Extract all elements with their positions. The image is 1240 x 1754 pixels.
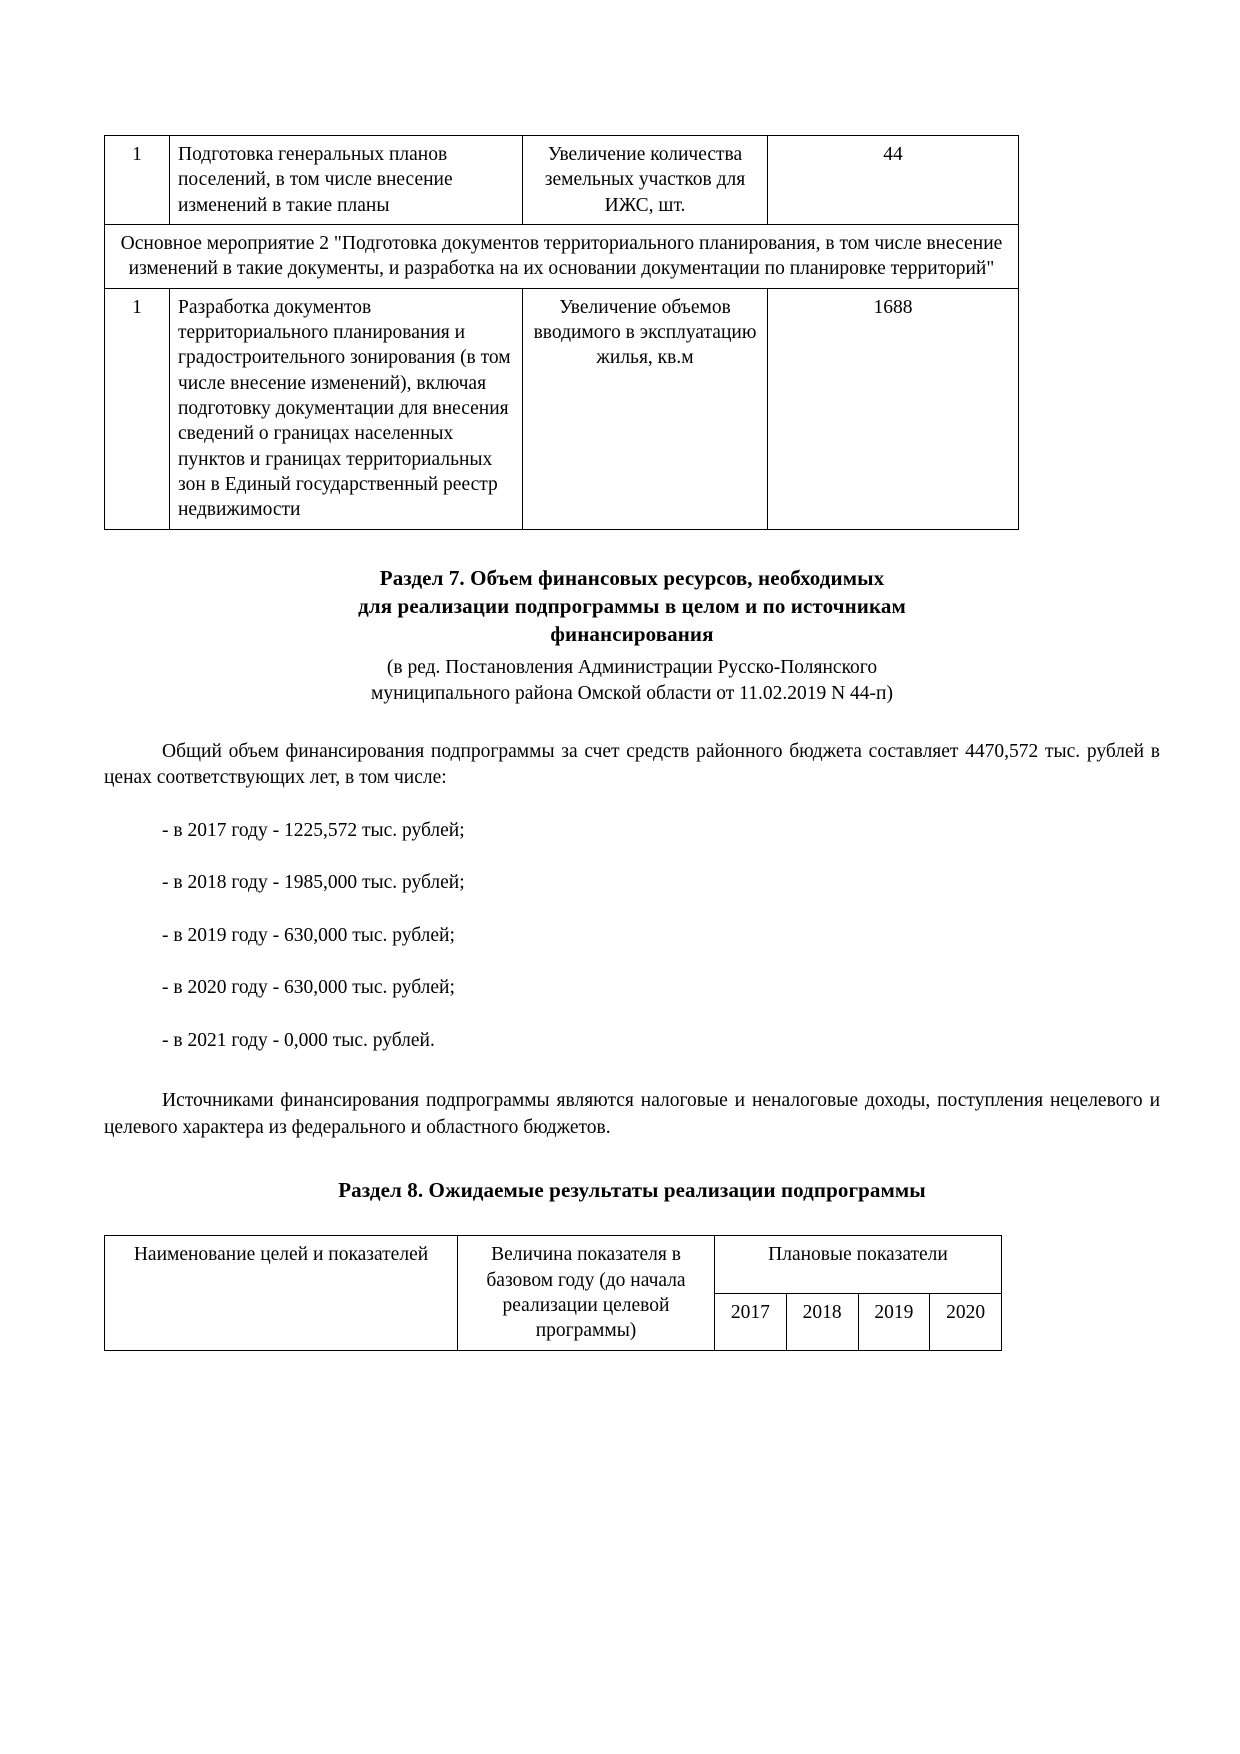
results-table: [104, 1235, 1002, 1350]
attribution-line-2: муниципального района Омской области от 11.02.2019 N 44-п): [371, 682, 893, 704]
section-7-heading: [104, 565, 1160, 649]
section-7-heading-line-1: Раздел 7. Объем финансовых ресурсов, необходимых: [379, 565, 885, 590]
table-header-row: [105, 1236, 1002, 1293]
list-item: - в 2018 году - 1985,000 тыс. рублей;: [162, 872, 465, 894]
row-indicator: Увеличение количества земельных участков для ИЖС, шт.: [523, 136, 768, 225]
section-8-heading: Раздел 8. Ожидаемые результаты реализации подпрограммы: [338, 1178, 926, 1203]
row-name: Подготовка генеральных планов поселений, в том числе внесение изменений в такие планы: [170, 136, 523, 225]
section-7-heading-line-3: финансирования: [550, 621, 714, 646]
list-item: - в 2020 году - 630,000 тыс. рублей;: [162, 977, 455, 999]
funding-intro-paragraph: Общий объем финансирования подпрограммы за счет средств районного бюджета составляет 4470,572 тыс. рублей в ценах соответствующих лет, в том числе:: [104, 740, 1160, 789]
row-indicator: Увеличение объемов вводимого в эксплуатацию жилья, кв.м: [523, 288, 768, 529]
attribution-line-1: (в ред. Постановления Администрации Русско-Полянского: [386, 656, 878, 678]
row-number: 1: [105, 136, 170, 225]
list-item: - в 2017 году - 1225,572 тыс. рублей;: [162, 819, 465, 841]
results-header-plan: Плановые показатели: [715, 1236, 1002, 1293]
page-content: [104, 0, 1160, 1351]
results-year-2020: 2020: [930, 1293, 1002, 1350]
results-year-2018: 2018: [786, 1293, 858, 1350]
table-section-header-row: [105, 225, 1019, 289]
table-row: [105, 288, 1019, 529]
row-number: 1: [105, 288, 170, 529]
list-item: - в 2021 году - 0,000 тыс. рублей.: [162, 1029, 435, 1051]
section-header-text: Основное мероприятие 2 "Подготовка документов территориального планирования, в том числе внесение изменений в такие документы, и разработка на их основании документации по планировке территорий": [105, 225, 1019, 289]
row-value: 44: [768, 136, 1019, 225]
list-item: - в 2019 году - 630,000 тыс. рублей;: [162, 924, 455, 946]
row-name: Разработка документов территориального планирования и градостроительного зонирования (в том числе внесение изменений), включая подготовку документации для внесения сведений о границах населенных пунктов и границах территориальных зон в Единый государственный реестр недвижимости: [170, 288, 523, 529]
measures-table: [104, 135, 1019, 530]
row-value: 1688: [768, 288, 1019, 529]
funding-sources-paragraph: Источниками финансирования подпрограммы являются налоговые и неналоговые доходы, поступления нецелевого и целевого характера из федерального и областного бюджетов.: [104, 1090, 1160, 1138]
results-year-2019: 2019: [858, 1293, 930, 1350]
section-7-attribution: [104, 655, 1160, 707]
results-year-2017: 2017: [715, 1293, 787, 1350]
funding-amounts-list: [104, 818, 1160, 1055]
results-header-base: Величина показателя в базовом году (до начала реализации целевой программы): [458, 1236, 715, 1350]
section-7-heading-line-2: для реализации подпрограммы в целом и по источникам: [358, 593, 906, 618]
results-header-name: Наименование целей и показателей: [105, 1236, 458, 1350]
table-row: [105, 136, 1019, 225]
section-7-block: [104, 565, 1160, 707]
